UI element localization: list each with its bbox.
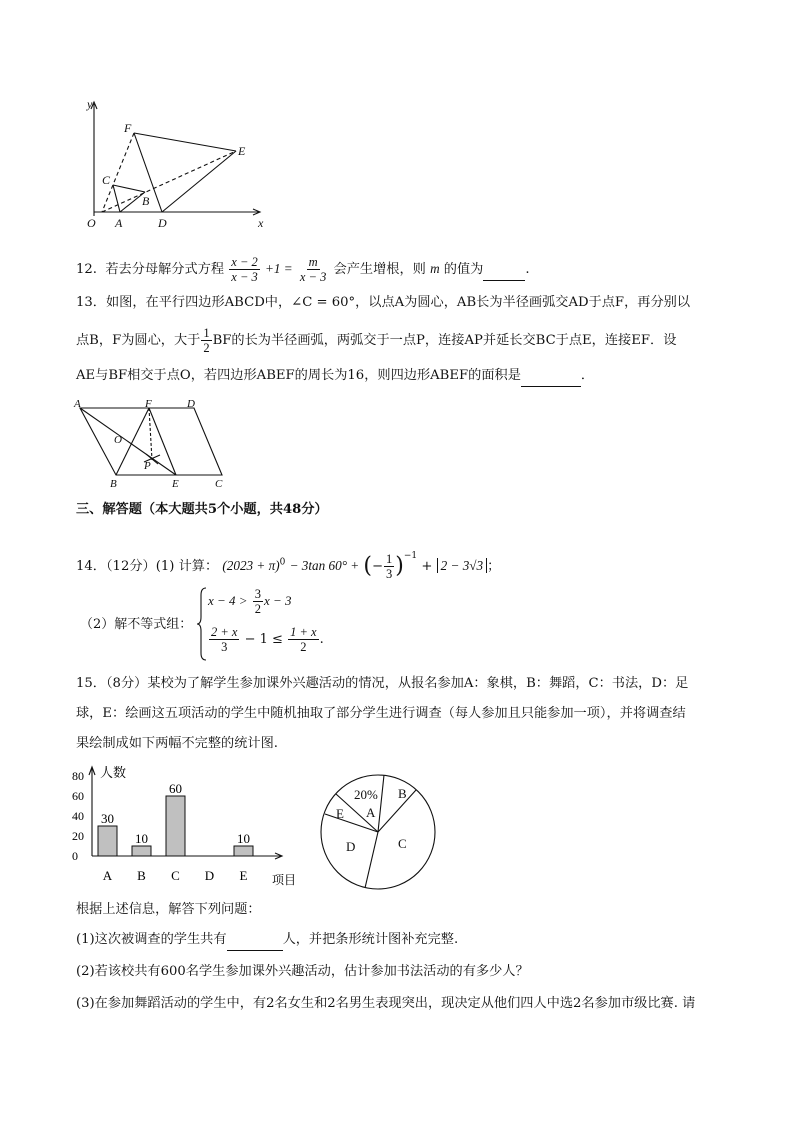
q14-expr-b: − 3tan 60° + — [289, 558, 360, 573]
q12-variable: m — [430, 261, 440, 276]
pie-label-E: E — [336, 806, 344, 821]
bar-value-label-B: 10 — [135, 831, 148, 846]
bar-category-label-C: C — [171, 868, 180, 883]
bar-B — [132, 846, 151, 856]
q12-text-pre: 若去分母解分式方程 — [105, 262, 225, 277]
segment-CA — [113, 185, 120, 212]
bar-ytick-label: 20 — [72, 829, 84, 843]
q13-line-2 — [76, 326, 676, 355]
q14-part2-label: （2）解不等式组： — [80, 617, 193, 632]
q13-label-B: B — [110, 478, 117, 490]
figure-q11 — [78, 96, 278, 236]
q15-after: 根据上述信息，解答下列问题： — [76, 902, 261, 917]
q14-paren-close: ) — [395, 553, 404, 579]
q13-label-A: A — [74, 398, 81, 410]
q12-answer-blank[interactable] — [483, 260, 525, 281]
pie-label-B: B — [398, 786, 407, 801]
q15-sub1-b: 人，并把条形统计图补充完整. — [282, 932, 459, 947]
q12-fraction-2: $\frac{m}{x - 3}$ — [299, 255, 327, 284]
q12-plus-one: +1 = — [264, 261, 293, 276]
dashed-OE — [102, 151, 236, 212]
bar-E — [234, 846, 253, 856]
q15-sub-1 — [76, 930, 458, 951]
point-B: B — [142, 194, 150, 208]
parallelogram-ABCD — [80, 408, 222, 475]
q13-line-3 — [76, 366, 594, 387]
bar-value-label-E: 10 — [237, 831, 250, 846]
ineq2-fraction-b: $\frac{1 + x}{2}$ — [290, 625, 317, 654]
dashed-FP — [149, 408, 152, 460]
q13-label-E: E — [172, 478, 179, 490]
q13-label-F: F — [145, 398, 152, 410]
point-A: A — [115, 216, 123, 230]
q14-label: 14．（12分）(1) 计算： — [76, 559, 219, 574]
q13-line-1: 13．如图，在平行四边形ABCD中，∠C = 60°，以点A为圆心，AB长为半径画弧交AD于点F，再分别以 — [76, 295, 691, 310]
bar-ytick-label: 80 — [72, 769, 84, 783]
bar-category-label-A: A — [102, 868, 113, 883]
q13-line-2b: BF的长为半径画弧，两弧交于一点P，连接AP并延长交BC于点E，连接EF．设 — [212, 333, 677, 348]
q14-paren-open: ( — [363, 553, 372, 579]
q14-expr-a-exponent: 0 — [279, 557, 286, 568]
pie-label-A: A — [366, 805, 376, 820]
inequality-1 — [208, 587, 292, 616]
figure-q13 — [70, 398, 240, 490]
q14-end-2: . — [319, 632, 324, 647]
bar-value-label-A: 30 — [101, 811, 114, 826]
q15-sub-3: (3)在参加舞蹈活动的学生中，有2名女生和2名男生表现突出，现决定从他们四人中选2名参加市级比赛. 请 — [76, 996, 696, 1011]
ineq2-mid: − 1 ≤ — [244, 632, 283, 647]
bar-C — [166, 796, 185, 856]
q15-line-2: 球，E：绘画这五项活动的学生中随机抽取了部分学生进行调查（每人参加且只能参加一项），并将调查结 — [76, 706, 686, 721]
y-axis-label: y — [87, 97, 93, 111]
question-14-part-1 — [76, 541, 501, 581]
pie-divider-BC — [378, 790, 416, 832]
q13-half-fraction: $\frac{1}{2}$ — [203, 326, 210, 355]
q14-inner-fraction: $\frac{1}{3}$ — [386, 552, 393, 581]
q15-answer-blank[interactable] — [227, 930, 283, 951]
pie-annotation: 20% — [354, 787, 378, 802]
q12-end: . — [525, 262, 530, 277]
q12-text-mid: 会产生增根，则 — [333, 262, 426, 277]
q14-expr-exponent: −1 — [403, 551, 418, 561]
ineq2-fraction-a: $\frac{2 + x}{3}$ — [211, 625, 238, 654]
bar-ytick-label: 60 — [72, 789, 84, 803]
q12-number: 12. — [76, 262, 97, 277]
q13-label-P: P — [144, 460, 151, 472]
q14-expr-a: (2023 + π) — [222, 558, 280, 573]
pie-divider-CD — [365, 832, 378, 888]
pie-label-C: C — [398, 836, 407, 851]
bar-chart — [70, 760, 310, 890]
ineq1-fraction: $\frac{3}{2}$ — [254, 587, 261, 616]
bar-value-label-C: 60 — [169, 781, 182, 796]
segment-AE — [80, 408, 176, 475]
brace-icon — [196, 587, 208, 661]
question-14-part-2 — [80, 585, 380, 665]
pie-divider-AB — [378, 775, 384, 832]
ineq1-left: x − 4 > — [208, 593, 248, 608]
bar-ytick-label: 0 — [72, 849, 78, 863]
x-axis-label: x — [258, 216, 264, 230]
section-3-title: 三、解答题（本大题共5个小题，共48分） — [76, 502, 328, 517]
q12-fraction-1: $\frac{x - 2}{x - 3}$ — [231, 255, 258, 284]
bar-category-label-B: B — [137, 868, 146, 883]
pie-chart — [318, 770, 448, 900]
q15-sub1-a: (1)这次被调查的学生共有 — [76, 932, 227, 947]
bar-ytick-label: 40 — [72, 809, 84, 823]
bar-A — [98, 826, 117, 856]
q14-plus: + — [421, 559, 433, 574]
bar-x-label: 项目 — [272, 873, 297, 887]
q13-end: ． — [580, 368, 595, 383]
q13-label-C: C — [215, 478, 223, 490]
q14-absolute-value: 2 − 3√3 — [437, 558, 488, 573]
point-D: D — [158, 216, 167, 230]
segment-CB — [113, 185, 145, 192]
q13-line-2a: 点B，F为圆心，大于 — [76, 333, 201, 348]
point-E: E — [238, 144, 246, 158]
q14-inner-neg: − — [371, 559, 384, 574]
segment-FE — [134, 133, 236, 151]
q15-line-1: 15．（8分）某校为了解学生参加课外兴趣活动的情况，从报名参加A：象棋，B：舞蹈，C：书法，D：足 — [76, 676, 689, 691]
q15-sub-2: (2)若该校共有600名学生参加课外兴趣活动，估计参加书法活动的有多少人？ — [76, 964, 529, 979]
segment-ED — [162, 151, 236, 212]
q13-label-D: D — [187, 398, 195, 410]
q14-end-1: ； — [487, 559, 501, 574]
point-C: C — [102, 173, 111, 187]
pie-label-D: D — [346, 839, 356, 854]
q13-label-O: O — [114, 434, 122, 446]
bar-category-label-E: E — [239, 868, 248, 883]
q12-text-post: 的值为 — [443, 262, 484, 277]
q13-answer-blank[interactable] — [521, 366, 581, 387]
question-12 — [76, 255, 530, 284]
bar-category-label-D: D — [204, 868, 215, 883]
q15-line-3: 果绘制成如下两幅不完整的统计图. — [76, 736, 279, 751]
bar-y-label: 人数 — [100, 766, 127, 781]
q13-line-3a: AE与BF相交于点O，若四边形ABEF的周长为16，则四边形ABEF的面积是 — [76, 368, 521, 383]
inequality-2 — [208, 625, 324, 654]
point-O: O — [87, 216, 96, 230]
ineq1-right: x − 3 — [263, 593, 292, 608]
point-F: F — [124, 121, 132, 135]
